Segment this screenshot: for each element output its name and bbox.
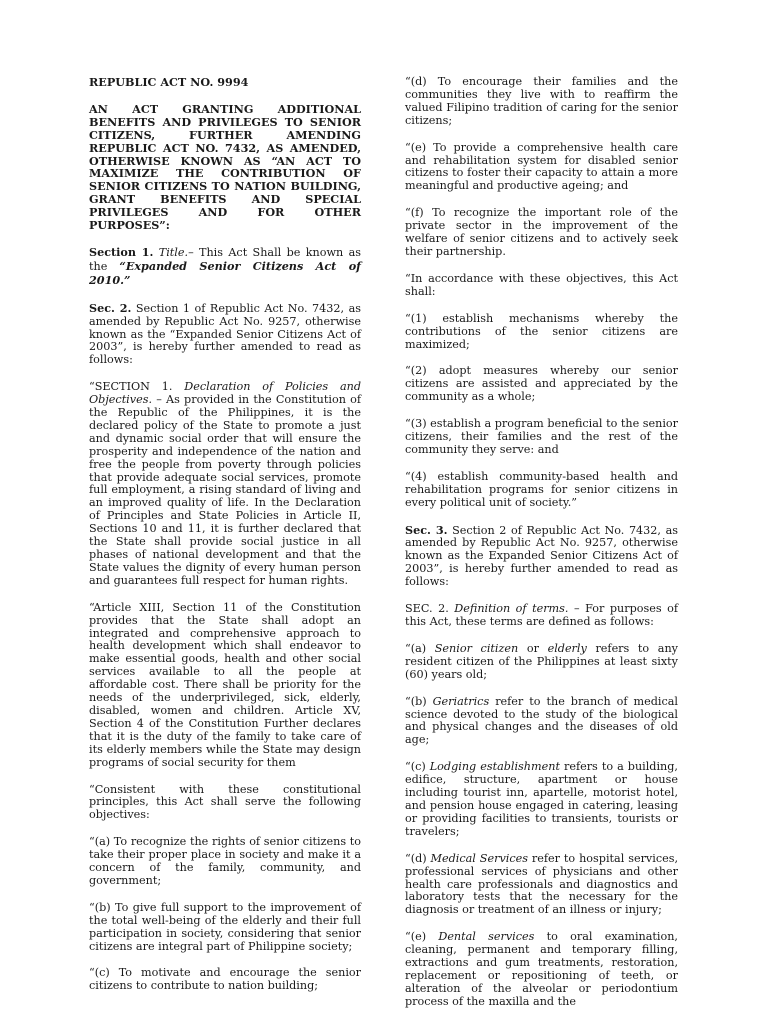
item-1: “(1) establish mechanisms whereby the contributions of the senior citizens are maximized; [405, 311, 678, 351]
def-b-text: refer to the branch of medical science devoted to the study of the biological and physical changes and the diseases of old age; [405, 694, 678, 747]
def-a-mid: or [518, 641, 548, 655]
section-1-paragraph [89, 246, 361, 288]
def-c-text: refers to a building, edifice, structure, apartment or house including tourist inn, apartelle, motorist hotel, and pension house engaged in catering, leasing or providing facilities to transients, tourists or travelers; [405, 760, 678, 838]
sec-3-paragraph [405, 524, 678, 590]
def-b-term: Geriatrics [432, 694, 490, 708]
section-1-quote-prefix: “SECTION 1. [89, 380, 173, 394]
def-a-term-elderly: elderly [547, 641, 587, 655]
sec-2-text: Section 1 of Republic Act No. 7432, as amended by Republic Act No. 9257, otherwise known as the “Expanded Senior Citizens Act of 2003”, is hereby further amended to read as follows: [89, 301, 361, 367]
objective-c: “(c) To motivate and encourage the senior citizens to contribute to nation building; [89, 966, 361, 993]
declaration-of-policies-paragraph [89, 381, 361, 588]
definition-b [405, 696, 678, 748]
section-1-label: Section 1. [89, 244, 154, 259]
objective-e: “(e) To provide a comprehensive health care and rehabilitation system for disabled senior citizens to foster their capacity to attain a more meaningful and productive ageing; and [405, 140, 678, 193]
def-c-term: Lodging establishment [429, 760, 560, 774]
definition-e [405, 931, 678, 1008]
def-a-text: refers to any resident citizen of the Philippines at least sixty (60) years old; [405, 641, 678, 681]
definition-a [405, 643, 678, 682]
def-a-prefix: “(a) [405, 641, 435, 655]
definition-c [405, 761, 678, 838]
consistent-paragraph: “Consistent with these constitutional principles, this Act shall serve the following objectives: [89, 782, 361, 822]
objective-f: “(f) To recognize the important role of the private sector in the improvement of the welfare of senior citizens and to actively seek their partnership. [405, 206, 678, 258]
sec-3-text: Section 2 of Republic Act No. 7432, as amended by Republic Act No. 9257, otherwise known as the Expanded Senior Citizens Act of 2003”, is hereby further amended to read as follows: [405, 523, 678, 589]
left-column [89, 76, 361, 1007]
article-xiii-paragraph: “Article XIII, Section 11 of the Constitution provides that the State shall adopt an integrated and comprehensive approach to health development which shall endeavor to make essential goods, health and other social services available to all the people at affordable cost. There shall be priority for the needs of the underprivileged, sick, elderly, disabled, women and children. Article XV, Section 4 of the Constitution Further declares that it is the duty of the family to take care of its elderly members while the State may design programs of social security for them [89, 600, 361, 769]
sec-2-paragraph [89, 302, 361, 368]
act-short-name: “Expanded Senior Citizens Act of 2010.” [89, 258, 361, 287]
sec-2-label: Sec. 2. [89, 300, 132, 315]
definition-of-terms-paragraph [405, 603, 678, 629]
item-3: “(3) establish a program beneficial to the senior citizens, their families and the rest of the community they serve: and [405, 417, 678, 456]
item-4: “(4) establish community-based health and rehabilitation programs for senior citizens in every political unit of society.” [405, 469, 678, 509]
objective-b: “(b) To give full support to the improvement of the total well-being of the elderly and their full participation in society, considering that senior citizens are integral part of Philippine society; [89, 900, 361, 953]
item-2: “(2) adopt measures whereby our senior citizens are assisted and appreciated by the community as a whole; [405, 364, 678, 404]
definition-title: Definition of terms. [454, 602, 569, 616]
def-e-term: Dental services [438, 930, 535, 944]
def-b-prefix: “(b) [405, 694, 433, 708]
def-d-prefix: “(d) [405, 851, 431, 865]
def-e-text: to oral examination, cleaning, permanent and temporary filling, extractions and gum treatments, restoration, replacement or repositioning of teeth, or alteration of the alveolar or periodontium process of the maxilla and the [405, 930, 678, 1008]
section-1-text: – This Act Shall be known as the [89, 245, 361, 273]
sec-2-def-prefix: SEC. 2. [405, 602, 449, 616]
section-1-title: Title. [158, 245, 189, 259]
objective-a: “(a) To recognize the rights of senior citizens to take their proper place in society and make it a concern of the family, community, and government; [89, 835, 361, 887]
def-e-prefix: “(e) [405, 930, 439, 944]
declaration-title: Declaration of Policies and Objectives. [89, 380, 362, 407]
right-column [405, 76, 678, 1023]
objective-d: “(d) To encourage their families and the communities they live with to reaffirm the valued Filipino tradition of caring for the senior citizens; [405, 75, 678, 127]
def-d-text: refer to hospital services, professional services of physicians and other health care professionals and diagnostics and laboratory tests that the necessary for the diagnosis or treatment of an illness or injury; [405, 851, 678, 917]
declaration-text: – As provided in the Constitution of the Republic of the Philippines, it is the declared policy of the State to promote a just and dynamic social order that will ensure the prosperity and independence of the nation and free the people from poverty through policies that provide adequate social services, promote full employment, a rising standard of living and an improved quality of life. In the Declaration of Principles and State Policies in Article II, Sections 10 and 11, it is further declared that the State shall provide social justice in all phases of national development and that the State values the dignity of every human person and guarantees full respect for human rights. [89, 393, 361, 587]
def-d-term: Medical Services [430, 851, 528, 865]
definition-d [405, 853, 678, 918]
def-a-term-senior-citizen: Senior citizen [434, 641, 519, 655]
definition-intro-text: – For purposes of this Act, these terms are defined as follows: [405, 602, 678, 628]
sec-3-label: Sec. 3. [405, 522, 448, 537]
act-heading: AN ACT GRANTING ADDITIONAL BENEFITS AND PRIVILEGES TO SENIOR CITIZENS, FURTHER AMENDING REPUBLIC ACT NO. 7432, AS AMENDED, OTHERWISE KNOWN AS “AN ACT TO MAXIMIZE THE CONTRIBUTION OF SENIOR CITIZENS TO NATION BUILDING, GRANT BENEFITS AND SPECIAL PRIVILEGES AND FOR OTHER PURPOSES”: [89, 101, 361, 233]
act-title: REPUBLIC ACT NO. 9994 [89, 75, 249, 89]
def-c-prefix: “(c) [405, 760, 430, 774]
accordance-paragraph: “In accordance with these objectives, this Act shall: [405, 271, 678, 298]
